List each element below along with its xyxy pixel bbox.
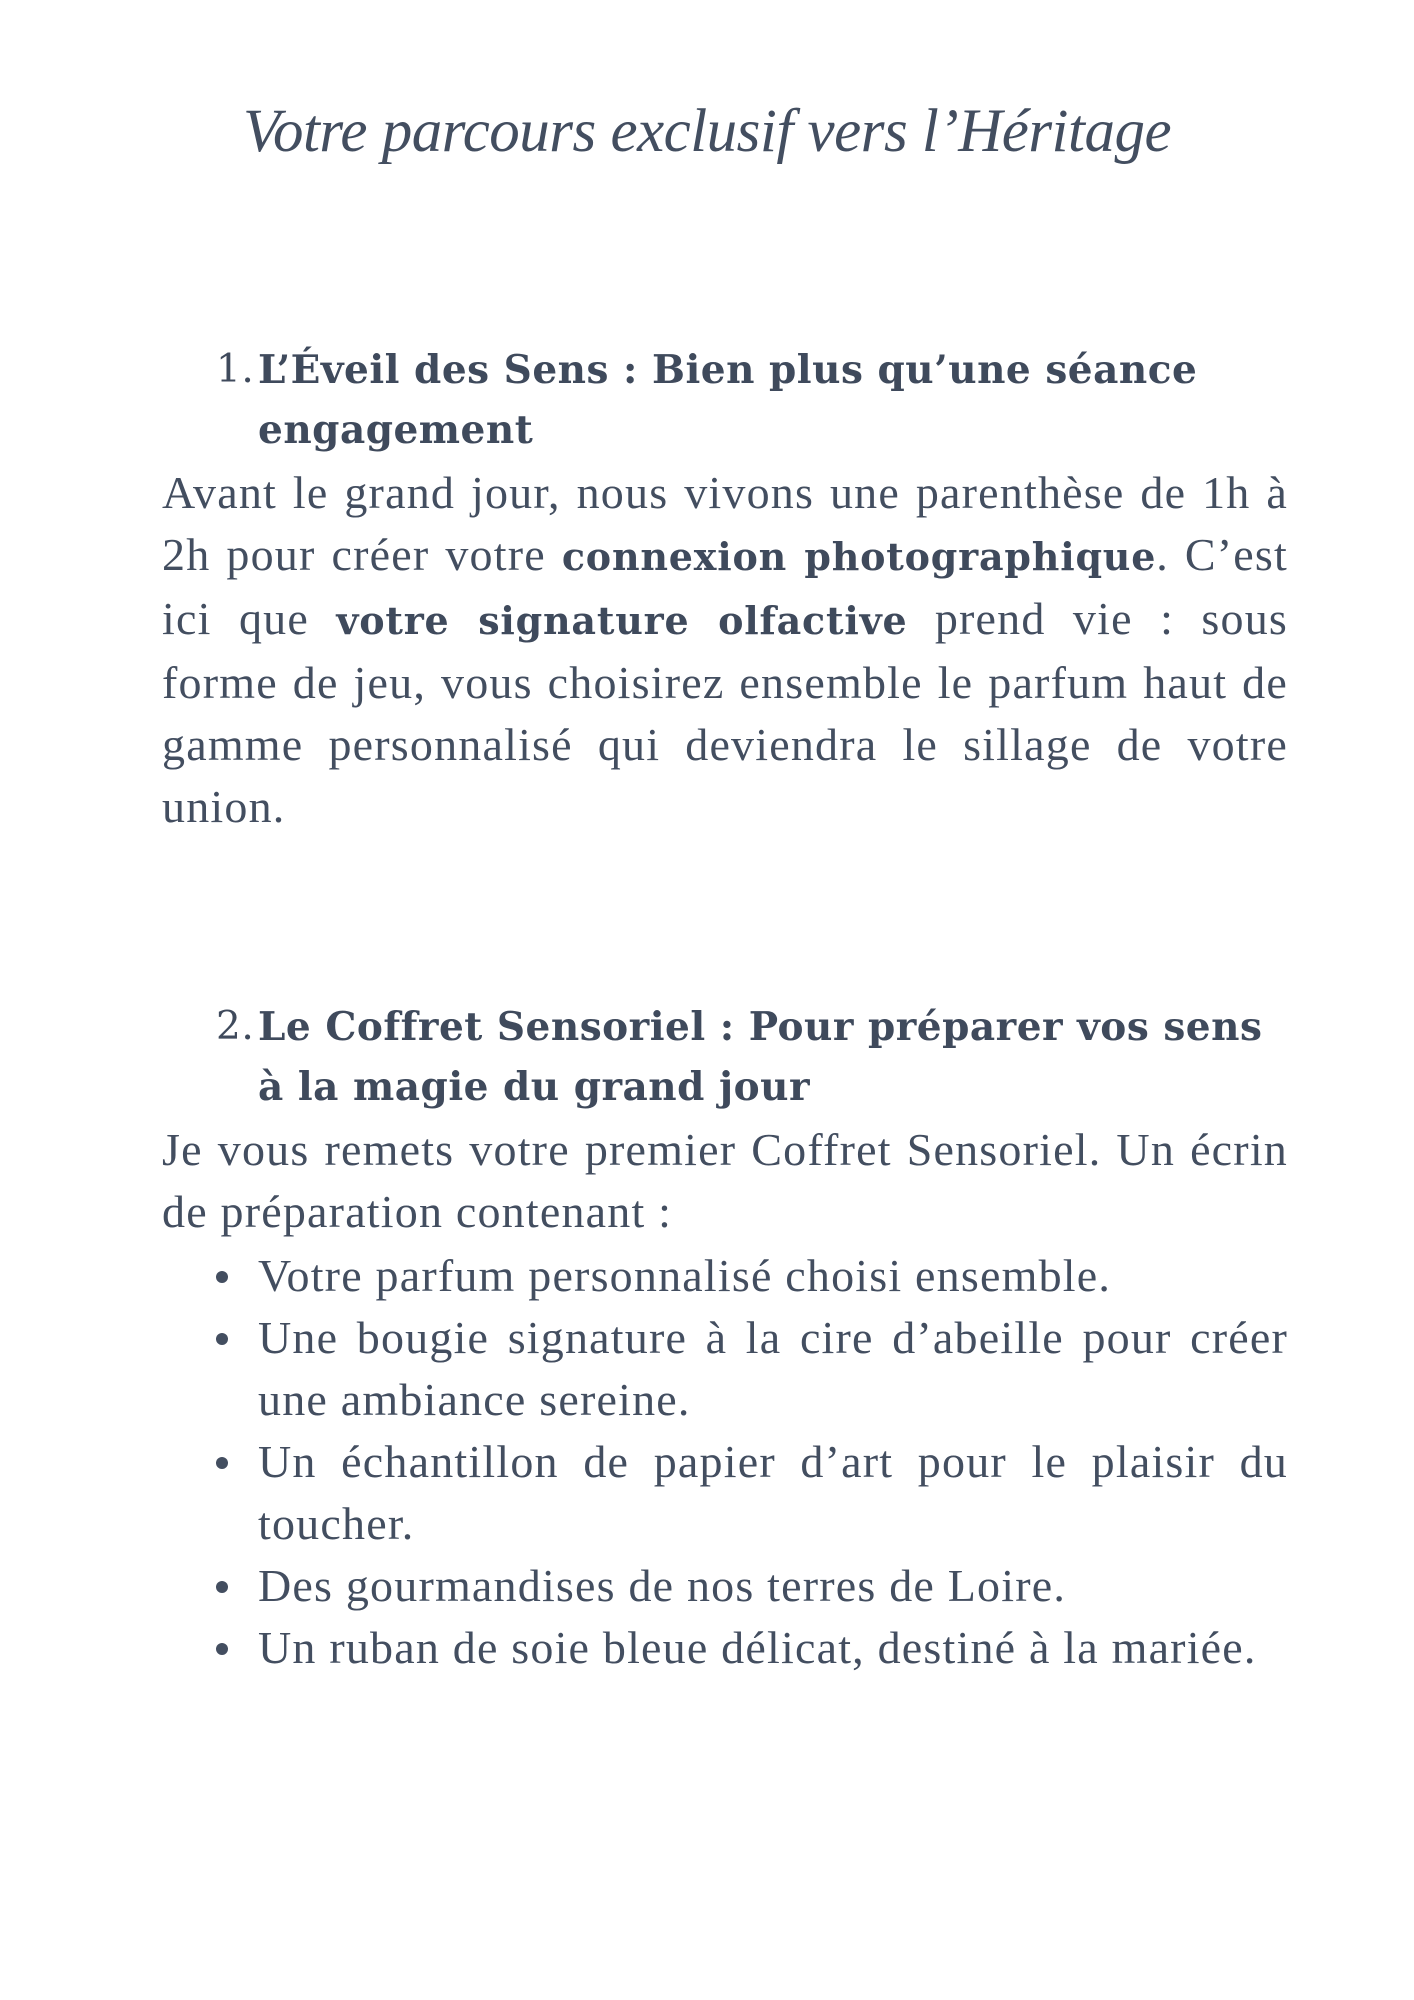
- list-item: [162, 1245, 1288, 1307]
- list-item-text: Des gourmandises de nos terres de Loire.: [258, 1560, 1067, 1611]
- bullet-dot-icon: [216, 1581, 228, 1593]
- section-heading: [162, 340, 1288, 460]
- list-item: [162, 1617, 1288, 1679]
- coffret-contents-list: [162, 1245, 1288, 1679]
- bold-phrase-signature: votre signature olfactive: [336, 598, 908, 643]
- list-item: [162, 1307, 1288, 1431]
- section-paragraph: [162, 462, 1288, 838]
- list-item: [162, 1431, 1288, 1555]
- section-number: 2.: [216, 1004, 255, 1049]
- section-heading: [162, 997, 1288, 1117]
- bullet-dot-icon: [216, 1271, 228, 1283]
- list-item-text: Un échantillon de papier d’art pour le plaisir du toucher.: [258, 1436, 1288, 1549]
- section-heading-text: Le Coffret Sensoriel : Pour préparer vos sens à la magie du grand jour: [258, 1004, 1263, 1110]
- bullet-dot-icon: [216, 1457, 228, 1469]
- list-item-text: Une bougie signature à la cire d’abeille pour créer une ambiance sereine.: [258, 1312, 1288, 1425]
- paragraph-text: prend vie : sous forme de jeu, vous choisirez ensemble le parfum haut de gamme personnalisé qui deviendra le sillage de votre union.: [162, 593, 1289, 832]
- section-heading-text: L’Éveil des Sens : Bien plus qu’une séance engagement: [258, 347, 1198, 453]
- paragraph-text: . C’est ici que: [162, 529, 1288, 644]
- list-item-text: Un ruban de soie bleue délicat, destiné à la mariée.: [258, 1622, 1257, 1673]
- bullet-dot-icon: [216, 1333, 228, 1345]
- section-paragraph: Je vous remets votre premier Coffret Sensoriel. Un écrin de préparation contenant :: [162, 1124, 1288, 1237]
- section-eveil-des-sens: [162, 340, 1288, 838]
- bold-phrase-connexion: connexion photographique: [561, 534, 1157, 579]
- paragraph-text: Avant le grand jour, nous vivons une parenthèse de 1h à 2h pour créer votre: [162, 467, 1288, 580]
- section-coffret-sensoriel: [162, 997, 1288, 1679]
- list-item: [162, 1555, 1288, 1617]
- bullet-dot-icon: [216, 1643, 228, 1655]
- page-title: Votre parcours exclusif vers l’Héritage: [242, 98, 1172, 165]
- section-number: 1.: [216, 347, 255, 392]
- list-item-text: Votre parfum personnalisé choisi ensemble.: [258, 1250, 1112, 1301]
